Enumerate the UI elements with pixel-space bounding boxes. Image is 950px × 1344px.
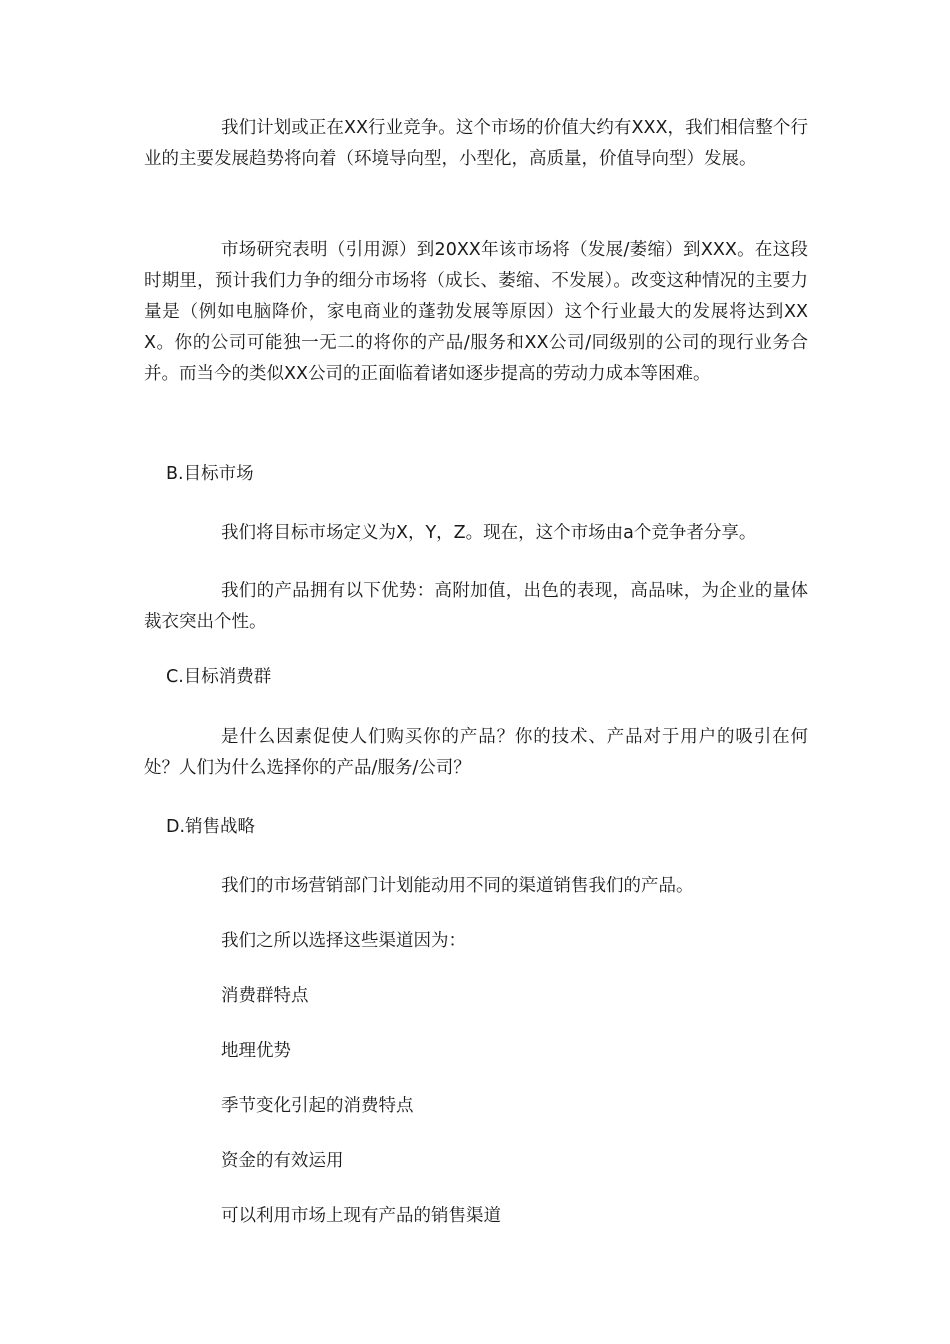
list-item-reason: 消费群特点	[221, 986, 309, 1006]
paragraph-product-advantages: 我们的产品拥有以下优势：高附加值，出色的表现，高品味，为企业的量体裁衣突出个性。	[144, 581, 808, 632]
paragraph-channel-reasons: 我们之所以选择这些渠道因为：	[221, 931, 466, 951]
heading-sales-strategy: D.销售战略	[166, 817, 256, 837]
paragraph-purchase-factors: 是什么因素促使人们购买你的产品？你的技术、产品对于用户的吸引在何处？人们为什么选择你的产品/服务/公司？	[144, 727, 808, 778]
heading-target-market: B.目标市场	[166, 464, 254, 484]
paragraph-sales-channels: 我们的市场营销部门计划能动用不同的渠道销售我们的产品。	[221, 876, 694, 896]
paragraph-target-market-definition: 我们将目标市场定义为X，Y，Z。现在，这个市场由a个竞争者分享。	[221, 523, 757, 543]
paragraph-industry-competition: 我们计划或正在XX行业竞争。这个市场的价值大约有XXX，我们相信整个行业的主要发展趋势将向着（环境导向型，小型化，高质量，价值导向型）发展。	[144, 118, 808, 169]
heading-target-consumers: C.目标消费群	[166, 667, 272, 687]
list-item-reason: 资金的有效运用	[221, 1151, 344, 1171]
list-item-reason: 季节变化引起的消费特点	[221, 1096, 414, 1116]
paragraph-market-research: 市场研究表明（引用源）到20XX年该市场将（发展/萎缩）到XXX。在这段时期里，预计我们力争的细分市场将（成长、萎缩、不发展）。改变这种情况的主要力量是（例如电脑降价，家电商业的蓬勃发展等原因）这个行业最大的发展将达到XXX。你的公司可能独一无二的将你的产品/服务和XX公司/同级别的公司的现行业务合并。而当今的类似XX公司的正面临着诸如逐步提高的劳动力成本等困难。	[144, 240, 808, 384]
list-item-reason: 可以利用市场上现有产品的销售渠道	[221, 1206, 501, 1226]
list-item-reason: 地理优势	[221, 1041, 291, 1061]
